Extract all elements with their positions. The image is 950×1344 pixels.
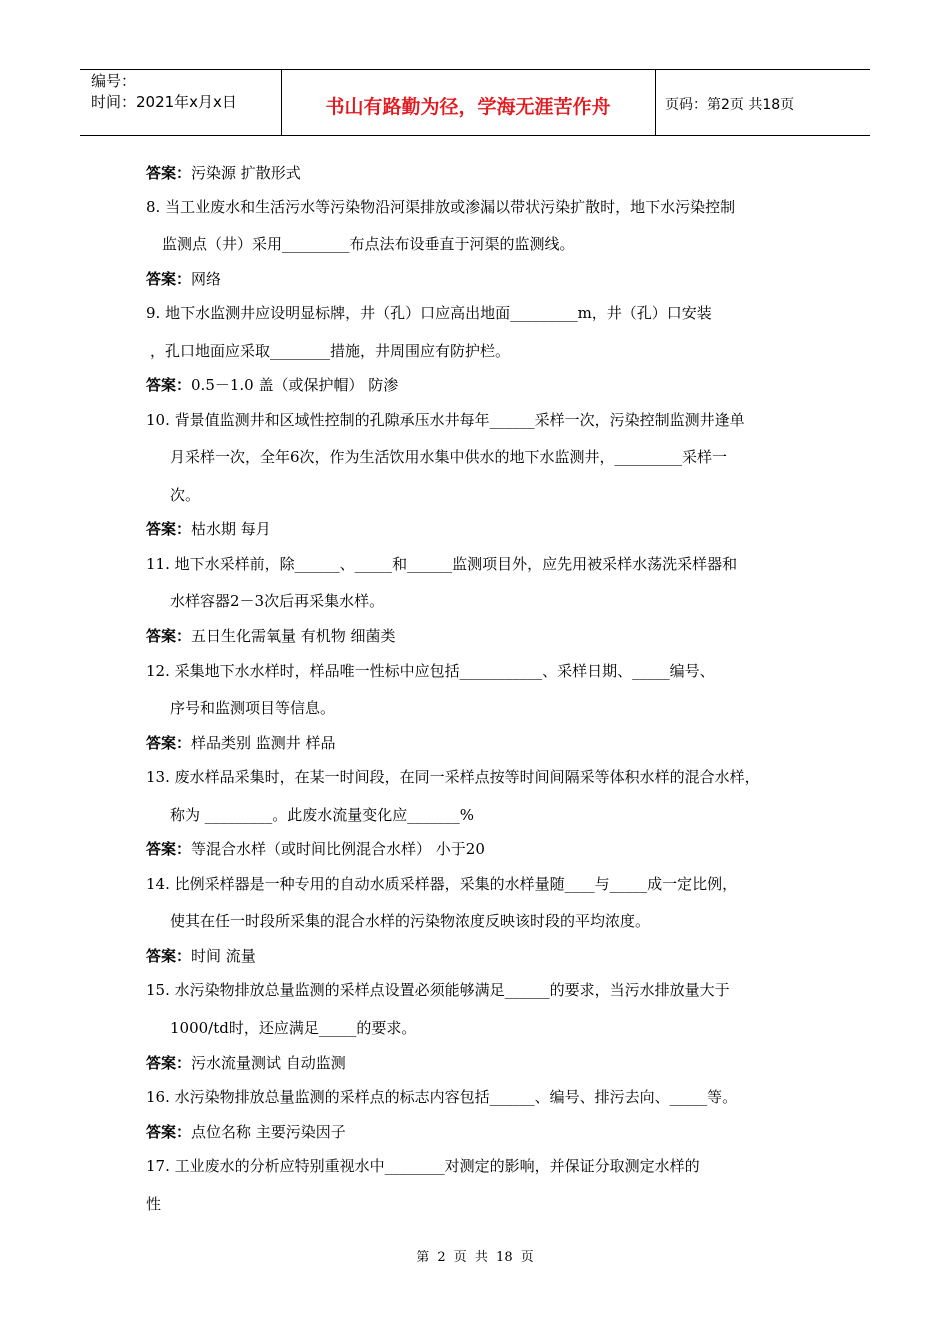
answer-text: 网络 (191, 270, 222, 288)
question-line: 16. 水污染物排放总量监测的采样点的标志内容包括______、编号、排污去向、_____等。 (146, 1088, 738, 1106)
question-line: 性 (146, 1195, 162, 1213)
header-top-border (80, 69, 870, 70)
answer-line (146, 945, 256, 966)
answer-label: 答案： (146, 270, 192, 288)
question-line: ，孔口地面应采取________措施，井周围应有防护栏。 (150, 342, 511, 360)
header-bottom-border (80, 135, 870, 136)
answer-label: 答案： (146, 627, 192, 645)
answer-line (146, 625, 396, 646)
answer-line (146, 1052, 346, 1073)
header-page-info: 页码：第2页 共18页 (665, 97, 795, 113)
answer-text: 时间 流量 (191, 947, 256, 965)
question-line: 13. 废水样品采集时，在某一时间段，在同一采样点按等时间间隔采等体积水样的混合水样， (146, 768, 760, 786)
document-number-label: 编号： (91, 72, 137, 90)
header-divider-right (655, 70, 656, 135)
answer-text: 枯水期 每月 (191, 520, 271, 538)
answer-text: 等混合水样（或时间比例混合水样） 小于20 (191, 840, 485, 858)
answer-text: 样品类别 监测井 样品 (191, 734, 336, 752)
answer-line (146, 162, 301, 183)
question-line: 17. 工业废水的分析应特别重视水中________对测定的影响，并保证分取测定水样的 (146, 1157, 700, 1175)
question-line: 14. 比例采样器是一种专用的自动水质采样器，采集的水样量随____与_____成一定比例， (146, 875, 738, 893)
question-line: 11. 地下水采样前，除______、_____和______监测项目外，应先用被采样水荡洗采样器和 (146, 555, 738, 573)
question-line: 15. 水污染物排放总量监测的采样点设置必须能够满足______的要求，当污水排放量大于 (146, 981, 730, 999)
question-line: 监测点（井）采用_________布点法布设垂直于河渠的监测线。 (162, 235, 575, 253)
answer-text: 污水流量测试 自动监测 (191, 1054, 346, 1072)
answer-text: 点位名称 主要污染因子 (191, 1123, 346, 1141)
answer-line (146, 838, 485, 859)
answer-label: 答案： (146, 1054, 192, 1072)
question-line: 8. 当工业废水和生活污水等污染物沿河渠排放或渗漏以带状污染扩散时，地下水污染控制 (146, 198, 736, 216)
question-line: 水样容器2－3次后再采集水样。 (170, 592, 385, 610)
question-line: 月采样一次，全年6次，作为生活饮用水集中供水的地下水监测井，_________采样一 (170, 448, 728, 466)
answer-line (146, 268, 221, 289)
answer-line (146, 374, 398, 395)
question-line: 使其在任一时段所采集的混合水样的污染物浓度反映该时段的平均浓度。 (170, 912, 651, 930)
question-line: 10. 背景值监测井和区域性控制的孔隙承压水井每年______采样一次，污染控制监测井逢单 (146, 411, 745, 429)
question-line: 序号和监测项目等信息。 (170, 699, 336, 717)
page-footer: 第 2 页 共 18 页 (416, 1250, 534, 1265)
header-motto: 书山有路勤为径，学海无涯苦作舟 (325, 96, 611, 118)
answer-text: 五日生化需氧量 有机物 细菌类 (191, 627, 396, 645)
question-line: 12. 采集地下水水样时，样品唯一性标中应包括___________、采样日期、_____编号、 (146, 662, 715, 680)
question-line: 1000/td时，还应满足_____的要求。 (170, 1019, 417, 1037)
answer-label: 答案： (146, 734, 192, 752)
answer-label: 答案： (146, 947, 192, 965)
answer-line (146, 1121, 346, 1142)
answer-text: 0.5－1.0 盖（或保护帽） 防渗 (191, 376, 399, 394)
question-line: 次。 (170, 486, 201, 504)
answer-label: 答案： (146, 840, 192, 858)
question-line: 9. 地下水监测井应设明显标牌，井（孔）口应高出地面_________m，井（孔）口安装 (146, 304, 712, 322)
answer-text: 污染源 扩散形式 (191, 164, 301, 182)
answer-label: 答案： (146, 520, 192, 538)
question-line: 称为 _________。此废水流量变化应_______% (170, 806, 475, 824)
header-divider-left (281, 70, 282, 135)
answer-line (146, 732, 336, 753)
answer-label: 答案： (146, 1123, 192, 1141)
header-meta (91, 71, 237, 113)
answer-label: 答案： (146, 376, 192, 394)
document-date: 时间：2021年x月x日 (91, 93, 237, 111)
answer-label: 答案： (146, 164, 192, 182)
answer-line (146, 518, 271, 539)
